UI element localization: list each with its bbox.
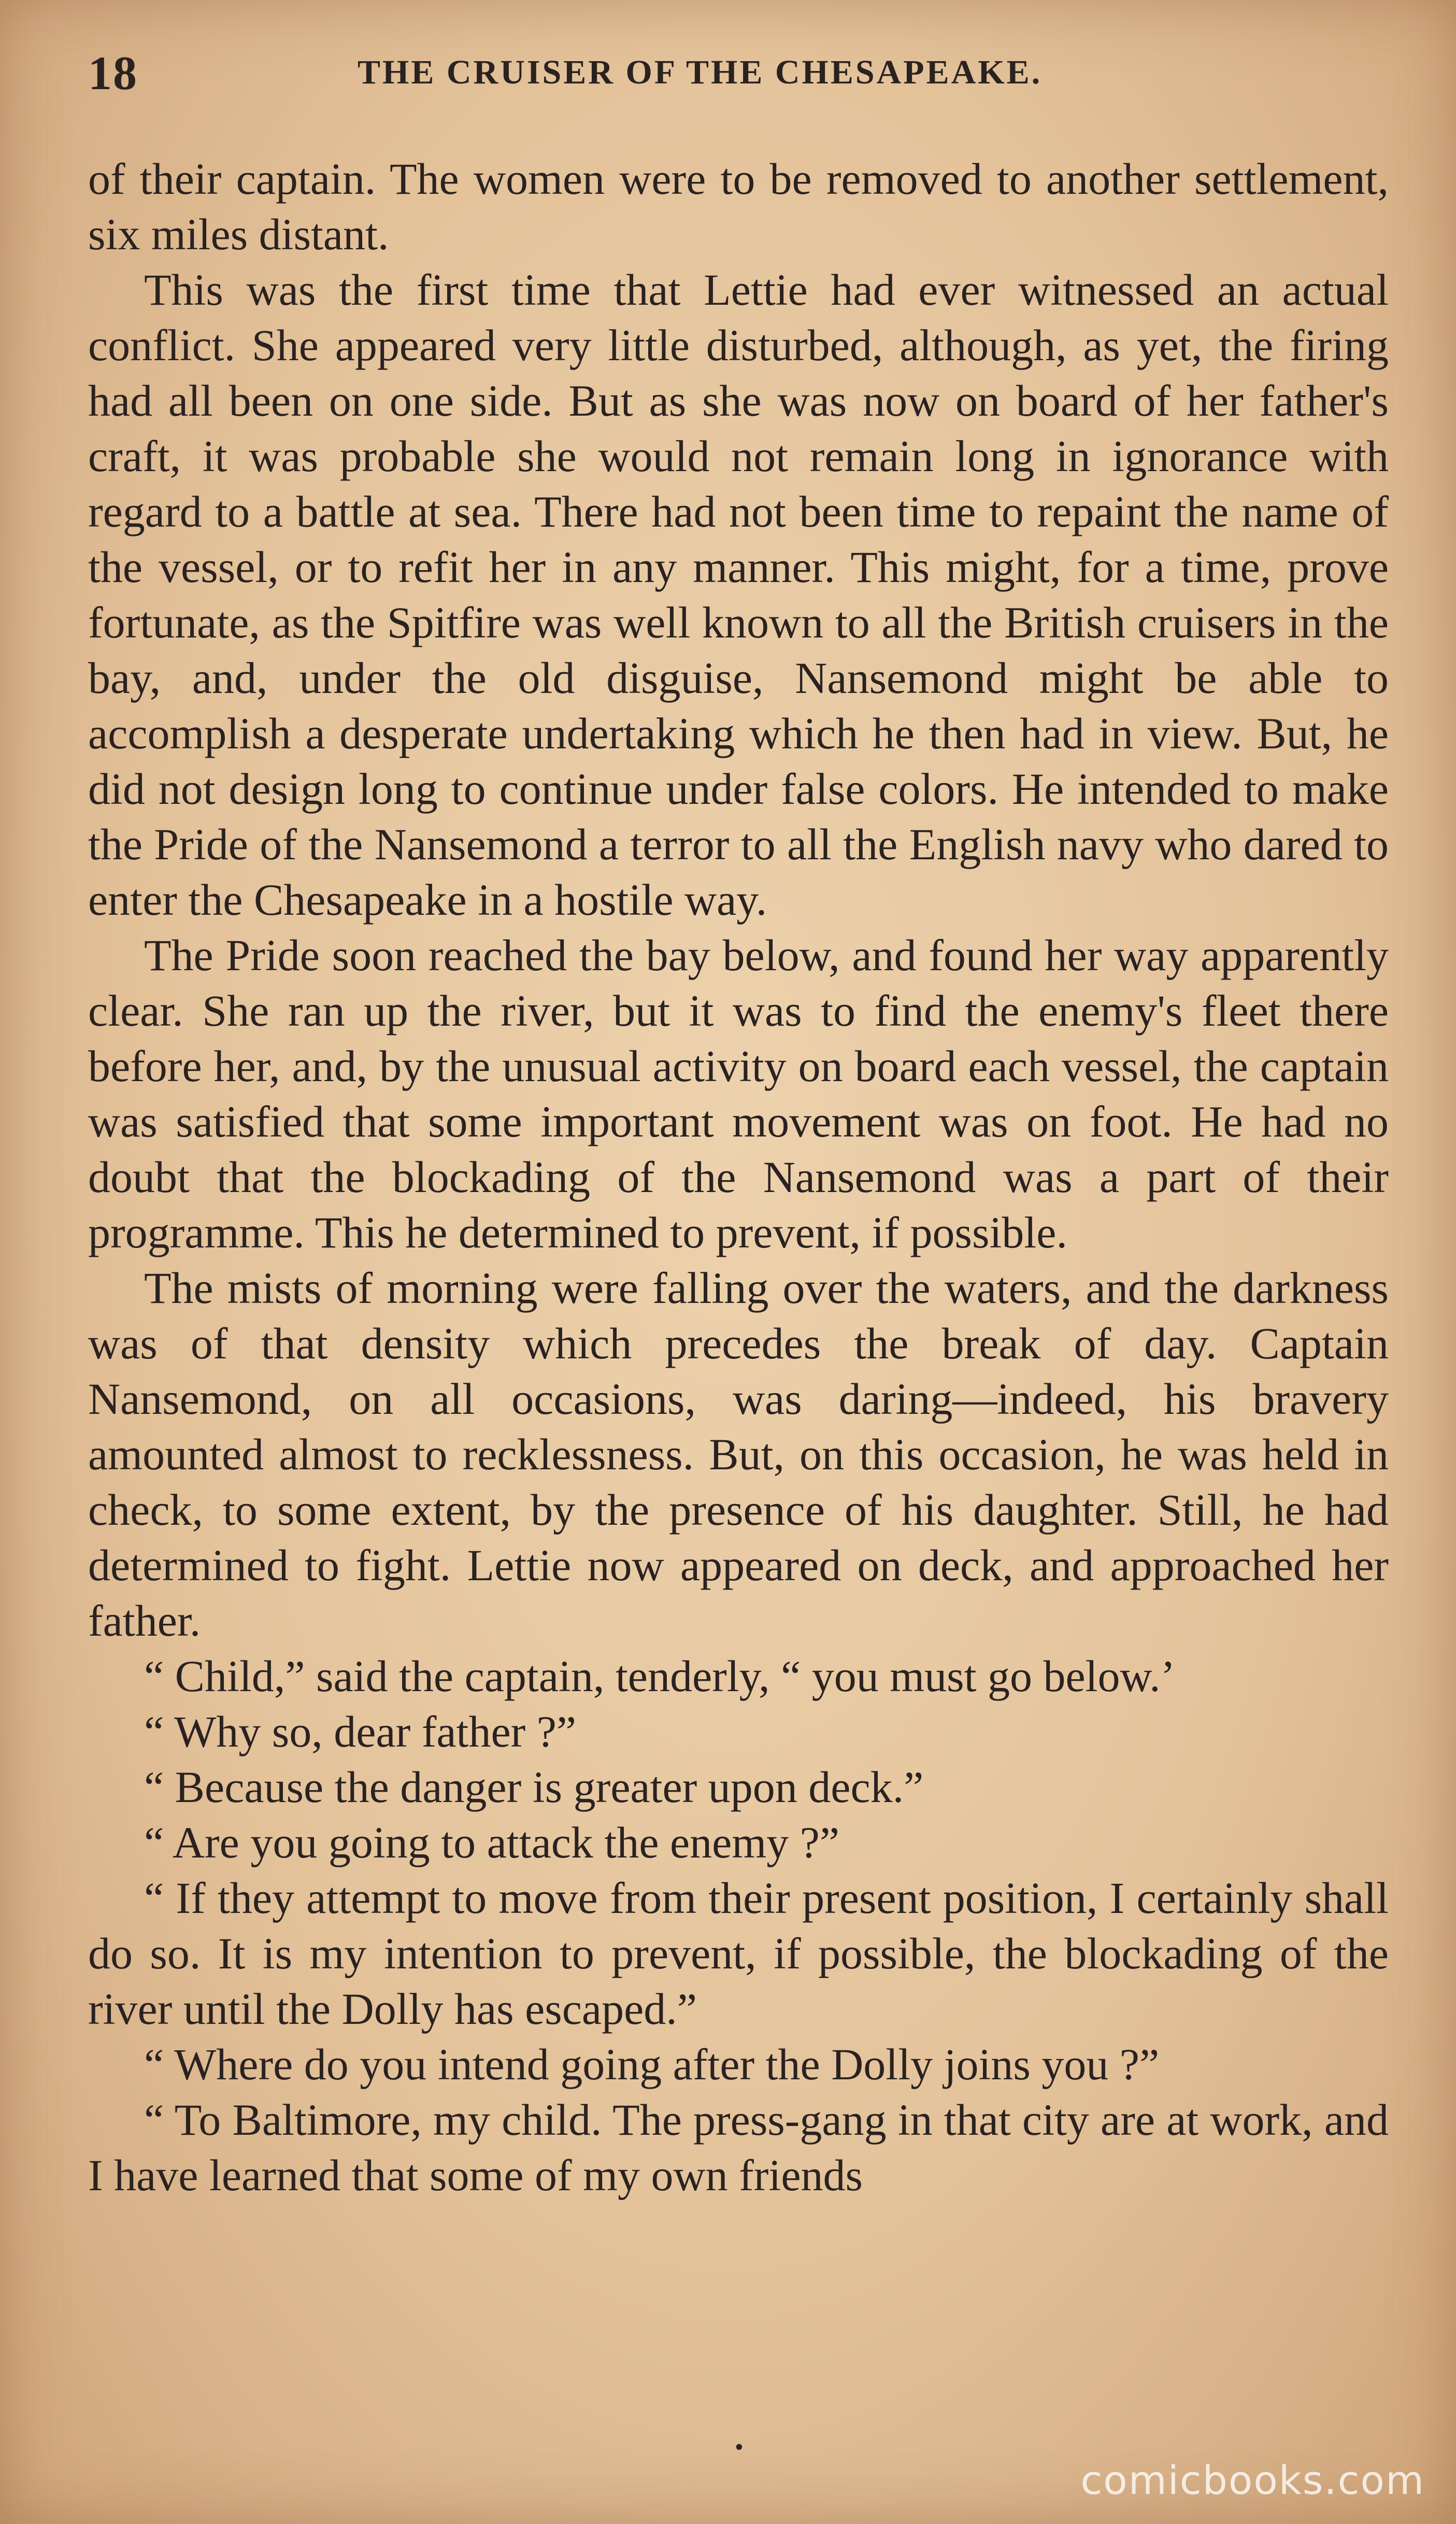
running-title: THE CRUISER OF THE CHESAPEAKE. — [358, 53, 1043, 91]
watermark: comicbooks.com — [1080, 2457, 1425, 2503]
dialogue-line: “ Are you going to attack the enemy ?” — [144, 1818, 840, 1867]
dialogue-line: “ Why so, dear father ?” — [144, 1707, 577, 1756]
body-text — [88, 151, 1389, 2203]
paragraph: The Pride soon reached the bay below, and found her way apparently clear. She ran up the river, but it was to find the enemy's fleet there before her, and, by the unusual activity on board each vessel, the captain was satisfied that some important movement was on foot. He had no doubt that the blockading of the Nansemond was a part of their programme. This he determined to prevent, if possible. — [88, 930, 1389, 1257]
paragraph: This was the first time that Lettie had ever witnessed an actual conflict. She appeared very little disturbed, although, as yet, the firing had all been on one side. But as she was now on board of her father's craft, it was probable she would not remain long in ignorance with regard to a battle at sea. There had not been time to repaint the name of the vessel, or to refit her in any manner. This might, for a time, prove fortunate, as the Spitfire was well known to all the British cruisers in the bay, and, under the old disguise, Nansemond might be able to accomplish a desperate undertaking which he then had in view. But, he did not design long to continue under false colors. He intended to make the Pride of the Nansemond a terror to all the English navy who dared to enter the Chesapeake in a hostile way. — [88, 265, 1389, 925]
dialogue-line: “ Because the danger is greater upon deck.” — [144, 1762, 924, 1812]
dialogue-line: “ Child,” said the captain, tenderly, “ you must go below.’ — [144, 1651, 1176, 1701]
page-number: 18 — [88, 47, 138, 100]
paragraph: of their captain. The women were to be removed to another settlement, six miles distant. — [88, 154, 1389, 259]
dialogue-line: “ To Baltimore, my child. The press-gang in that city are at work, and I have learned that some of my own friends — [88, 2095, 1389, 2200]
running-head — [88, 46, 1394, 103]
bottom-mark: • — [735, 2433, 744, 2461]
dialogue-line: “ Where do you intend going after the Dolly joins you ?” — [144, 2039, 1160, 2089]
paragraph: The mists of morning were falling over the waters, and the darkness was of that density which precedes the break of day. Captain Nansemond, on all occasions, was daring—indeed, his bravery amounted almost to recklessness. But, on this occasion, he was held in check, to some extent, by the presence of his daughter. Still, he had determined to fight. Lettie now appeared on deck, and approached her father. — [88, 1263, 1389, 1646]
dialogue-line: “ If they attempt to move from their present position, I certainly shall do so. It is my intention to prevent, if possible, the blockading of the river until the Dolly has escaped.” — [88, 1873, 1389, 2034]
